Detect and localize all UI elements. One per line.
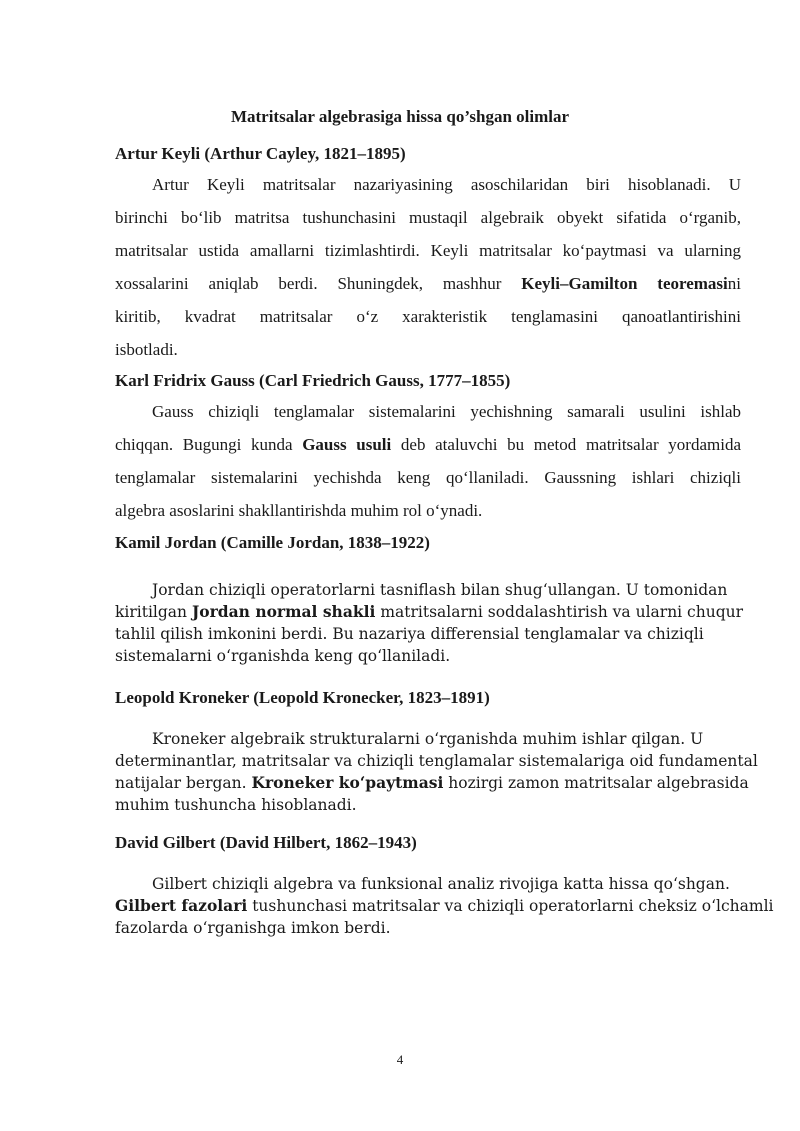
body-line: isbotladi. [115,340,178,359]
body-line: sistemalarni o‘rganishda keng qo‘llaniladi. [115,647,451,665]
body-line [115,601,755,623]
body-line: kiritib, kvadrat matritsalar o‘z xarakteristik tenglamasini qanoatlantirishini [115,307,741,326]
body-line: muhim tushuncha hisoblanadi. [115,796,357,814]
bold-term: Kroneker ko‘paytmasi [251,773,444,792]
section-body-kronecker [115,728,758,816]
body-line: determinantlar, matritsalar va chiziqli tenglamalar sistemalariga oid fundamental [115,752,758,770]
body-line [115,895,774,917]
text-run: xossalarini aniqlab berdi. Shuningdek, mashhur [115,274,522,293]
section-heading-gauss: Karl Fridrix Gauss (Carl Friedrich Gauss, 1777–1855) [115,371,511,390]
body-line: Jordan chiziqli operatorlarni tasniflash bilan shug‘ullangan. U tomonidan [152,581,728,599]
section-heading-jordan: Kamil Jordan (Camille Jordan, 1838–1922) [115,533,430,552]
text-run: ni [727,274,742,293]
text-run: matritsalarni soddalashtirish va ularni chuqur [375,603,744,621]
body-line: fazolarda o‘rganishga imkon berdi. [115,919,391,937]
body-line [115,772,755,794]
bold-term: Gauss usuli [302,435,392,454]
section-heading-kronecker: Leopold Kroneker (Leopold Kronecker, 1823–1891) [115,688,490,707]
page-title: Matritsalar algebrasiga hissa qo’shgan olimlar [230,107,570,126]
section-body-cayley [115,168,741,366]
body-line: algebra asoslarini shakllantirishda muhim rol o‘ynadi. [115,501,483,520]
body-line: Kroneker algebraik strukturalarni o‘rganishda muhim ishlar qilgan. U [152,730,704,748]
text-run: deb ataluvchi bu metod matritsalar yordamida [391,435,742,454]
body-line [115,428,741,461]
body-line: tenglamalar sistemalarini yechishda keng qo‘llaniladi. Gaussning ishlari chiziqli [115,468,741,487]
text-run: hozirgi zamon matritsalar algebrasida [443,774,749,792]
text-run: natijalar bergan. [115,774,252,792]
section-heading-cayley: Artur Keyli (Arthur Cayley, 1821–1895) [115,144,406,163]
body-line: Gauss chiziqli tenglamalar sistemalarini yechishning samarali usulini ishlab [152,402,741,421]
section-heading-hilbert: David Gilbert (David Hilbert, 1862–1943) [115,833,417,852]
body-line: birinchi bo‘lib matritsa tushunchasini mustaqil algebraik obyekt sifatida o‘rganib, [115,208,741,227]
text-run: tushunchasi matritsalar va chiziqli operatorlarni cheksiz o‘lchamli [247,897,774,915]
bold-term: Keyli–Gamilton teoremasi [521,274,728,293]
body-line: tahlil qilish imkonini berdi. Bu nazariya differensial tenglamalar va chiziqli [115,625,704,643]
body-line: Gilbert chiziqli algebra va funksional analiz rivojiga katta hissa qo‘shgan. [152,875,730,893]
bold-term: Jordan normal shakli [191,602,376,621]
section-body-gauss [115,395,741,527]
body-line [115,267,741,300]
section-body-hilbert [115,873,774,939]
page-number: 4 [396,1052,404,1067]
text-run: chiqqan. Bugungi kunda [115,435,303,454]
body-line: Artur Keyli matritsalar nazariyasining asoschilaridan biri hisoblanadi. U [152,175,741,194]
section-body-jordan [115,579,755,667]
body-line: matritsalar ustida amallarni tizimlashtirdi. Keyli matritsalar ko‘paytmasi va ularning [115,241,741,260]
bold-term: Gilbert fazolari [115,896,248,915]
text-run: kiritilgan [115,603,192,621]
